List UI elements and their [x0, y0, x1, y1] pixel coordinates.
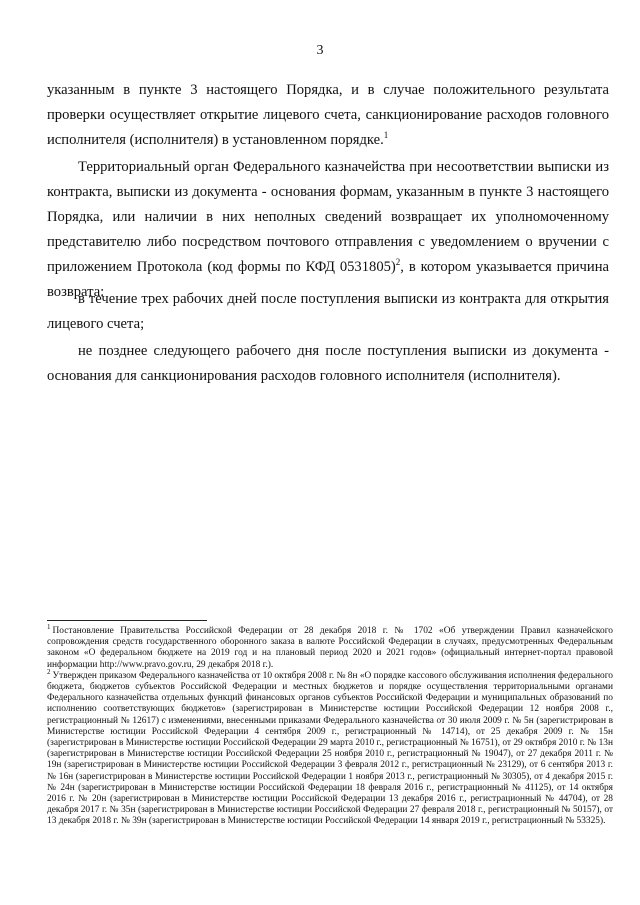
paragraph-term-sanction: [47, 339, 609, 389]
footnote-2-mark: 2: [47, 667, 51, 676]
footnote-2: [47, 667, 613, 828]
paragraph-return-conditions: [47, 155, 609, 305]
paragraph-2-text-after: , в котором указывается причина возврата:: [47, 259, 609, 300]
footnote-2-text: Утвержден приказом Федерального казначейства от 10 октября 2008 г. № 8н «О порядке кассового обслуживания исполнения федерального бюджета, бюджетов субъектов Российской Федерации и местных бюджетов и порядке осуществления территориальными органами Федерального казначейства отдельных функций финансовых органов субъектов Российской Федерации и муниципальных образований по исполнению соответствующих бюджетов» (зарегистрирован в Министерстве юстиции Российской Федерации 12 ноября 2008 г., регистрационный № 12617) с изменениями, внесенными приказами Федерального казначейства от 30 июля 2009 г. № 5н (зарегистрирован в Министерстве юстиции Российской Федерации 4 сентября 2009 г., регистрационный № 14714), от 25 декабря 2009 г. № 15н (зарегистрирован в Министерстве юстиции Российской Федерации 29 марта 2010 г., регистрационный № 16751), от 29 октября 2010 г. № 13н (зарегистрирован в Министерстве юстиции Российской Федерации 25 ноября 2010 г., регистрационный № 19047), от 27 декабря 2011 г. № 19н (зарегистрирован в Министерстве юстиции Российской Федерации 3 февраля 2012 г., регистрационный № 23129), от 6 сентября 2013 г. № 16н (зарегистрирован в Министерстве юстиции Российской Федерации 1 ноября 2013 г., регистрационный № 30305), от 4 декабря 2015 г. № 24н (зарегистрирован в Министерстве юстиции Российской Федерации 18 февраля 2016 г., регистрационный № 41125), от 14 октября 2016 г. № 20н (зарегистрирован в Министерстве юстиции Российской Федерации 13 декабря 2016 г., регистрационный № 44704), от 28 декабря 2017 г. № 35н (зарегистрирован в Министерстве юстиции Российской Федерации 27 февраля 2018 г., регистрационный № 50157), от 13 декабря 2018 г. № 39н (зарегистрирован в Министерстве юстиции Российской Федерации 14 января 2019 г., регистрационный № 53325).: [47, 670, 613, 827]
paragraph-2: [47, 155, 609, 305]
paragraph-continuation: [47, 78, 609, 153]
footnote-ref-1: 1: [383, 130, 389, 141]
paragraph-1-text: указанным в пункте 3 настоящего Порядка, и в случае положительного результата проверки осуществляет открытие лицевого счета, санкционирование расходов головного исполнителя (исполнителя) в установленном порядке.: [47, 82, 609, 148]
footnote-1-text: Постановление Правительства Российской Федерации от 28 декабря 2018 г. № 1702 «Об утверждении Правил казначейского сопровождения средств государственного оборонного заказа в валюте Российской Федерации в случаях, предусмотренных Федеральным законом «О федеральном бюджете на 2019 год и на плановый период 2020 и 2021 годов» (официальный интернет-портал правовой информации http://www.pravo.gov.ru, 29 декабря 2018 г.).: [47, 626, 613, 670]
footnote-1: [47, 622, 613, 671]
paragraph-term-account: [47, 287, 609, 337]
paragraph-2-text: Территориальный орган Федерального казначейства при несоответствии выписки из контракта, выписки из документа - основания формам, указанным в пункте 3 настоящего Порядка, или наличии в них неполных сведений возвращает их уполномоченному представителю либо посредством почтового отправления с уведомлением о вручении с приложением Протокола (код формы по КФД 0531805): [47, 159, 609, 275]
footnote-ref-2: 2: [395, 257, 401, 268]
paragraph-1: [47, 78, 609, 153]
paragraph-4: не позднее следующего рабочего дня после поступления выписки из документа - основания для санкционирования расходов головного исполнителя (исполнителя).: [47, 343, 609, 384]
footnote-1-mark: 1: [47, 622, 51, 631]
paragraph-3: в течение трех рабочих дней после поступления выписки из контракта для открытия лицевого счета;: [47, 291, 609, 332]
footnotes: [47, 622, 613, 828]
page-number: 3: [316, 43, 324, 58]
footnote-separator: [47, 620, 207, 621]
